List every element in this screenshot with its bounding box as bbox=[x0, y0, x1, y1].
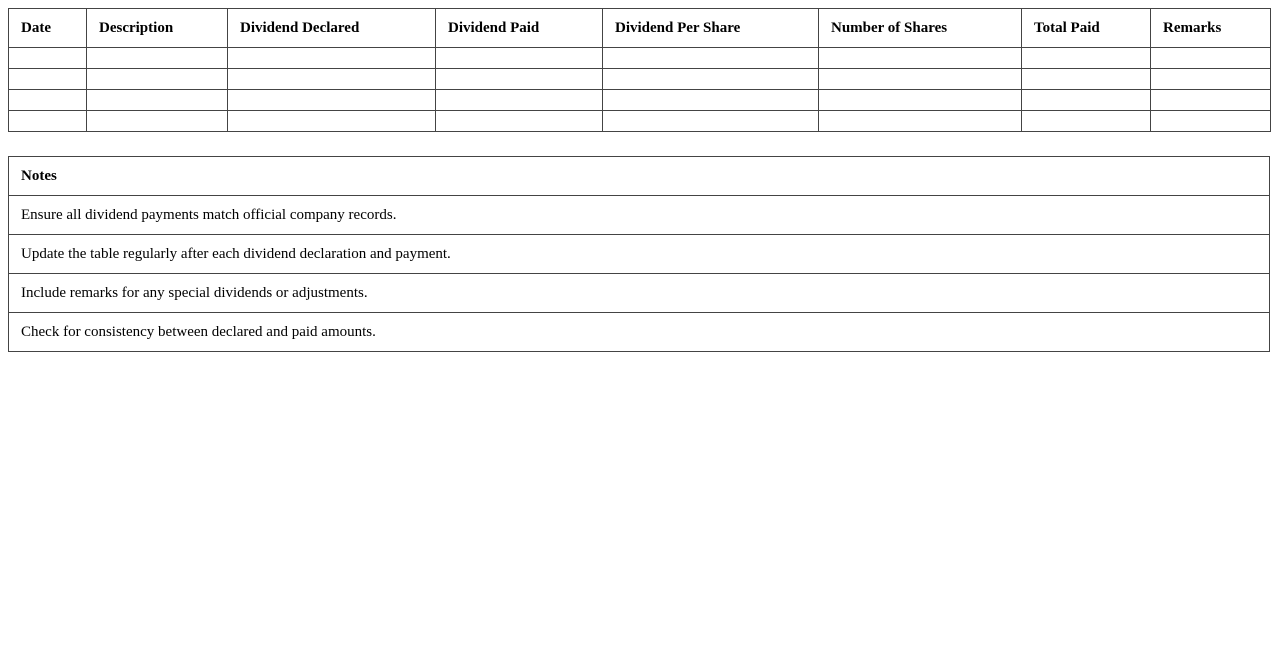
table-cell[interactable] bbox=[87, 111, 228, 132]
table-cell[interactable] bbox=[1151, 111, 1271, 132]
table-cell[interactable] bbox=[1022, 48, 1151, 69]
table-cell[interactable] bbox=[603, 90, 819, 111]
table-cell[interactable] bbox=[9, 48, 87, 69]
header-number-of-shares: Number of Shares bbox=[819, 9, 1022, 48]
header-description: Description bbox=[87, 9, 228, 48]
table-cell[interactable] bbox=[228, 90, 436, 111]
table-cell[interactable] bbox=[819, 48, 1022, 69]
table-cell[interactable] bbox=[1022, 111, 1151, 132]
note-item: Ensure all dividend payments match official company records. bbox=[9, 196, 1270, 235]
header-total-paid: Total Paid bbox=[1022, 9, 1151, 48]
table-row bbox=[9, 111, 1271, 132]
note-row bbox=[9, 274, 1270, 313]
header-dividend-per-share: Dividend Per Share bbox=[603, 9, 819, 48]
table-cell[interactable] bbox=[819, 90, 1022, 111]
table-cell[interactable] bbox=[1022, 69, 1151, 90]
table-cell[interactable] bbox=[436, 69, 603, 90]
table-cell[interactable] bbox=[436, 111, 603, 132]
table-cell[interactable] bbox=[1151, 48, 1271, 69]
table-cell[interactable] bbox=[228, 69, 436, 90]
notes-header-row bbox=[9, 157, 1270, 196]
table-cell[interactable] bbox=[9, 90, 87, 111]
table-cell[interactable] bbox=[228, 48, 436, 69]
header-dividend-declared: Dividend Declared bbox=[228, 9, 436, 48]
header-dividend-paid: Dividend Paid bbox=[436, 9, 603, 48]
table-cell[interactable] bbox=[819, 111, 1022, 132]
notes-table bbox=[8, 156, 1270, 352]
table-row bbox=[9, 90, 1271, 111]
table-cell[interactable] bbox=[603, 69, 819, 90]
note-item: Update the table regularly after each dividend declaration and payment. bbox=[9, 235, 1270, 274]
table-row bbox=[9, 69, 1271, 90]
table-cell[interactable] bbox=[603, 111, 819, 132]
table-cell[interactable] bbox=[819, 69, 1022, 90]
table-cell[interactable] bbox=[1022, 90, 1151, 111]
note-item: Check for consistency between declared and paid amounts. bbox=[9, 313, 1270, 352]
notes-title: Notes bbox=[9, 157, 1270, 196]
table-cell[interactable] bbox=[228, 111, 436, 132]
table-row bbox=[9, 48, 1271, 69]
note-row bbox=[9, 313, 1270, 352]
table-cell[interactable] bbox=[87, 90, 228, 111]
note-row bbox=[9, 196, 1270, 235]
dividend-table bbox=[8, 8, 1271, 132]
header-remarks: Remarks bbox=[1151, 9, 1271, 48]
table-cell[interactable] bbox=[87, 48, 228, 69]
table-cell[interactable] bbox=[436, 90, 603, 111]
table-cell[interactable] bbox=[1151, 69, 1271, 90]
table-cell[interactable] bbox=[603, 48, 819, 69]
note-item: Include remarks for any special dividends or adjustments. bbox=[9, 274, 1270, 313]
table-cell[interactable] bbox=[1151, 90, 1271, 111]
note-row bbox=[9, 235, 1270, 274]
table-header-row bbox=[9, 9, 1271, 48]
header-date: Date bbox=[9, 9, 87, 48]
table-cell[interactable] bbox=[9, 111, 87, 132]
table-cell[interactable] bbox=[87, 69, 228, 90]
table-cell[interactable] bbox=[9, 69, 87, 90]
table-cell[interactable] bbox=[436, 48, 603, 69]
